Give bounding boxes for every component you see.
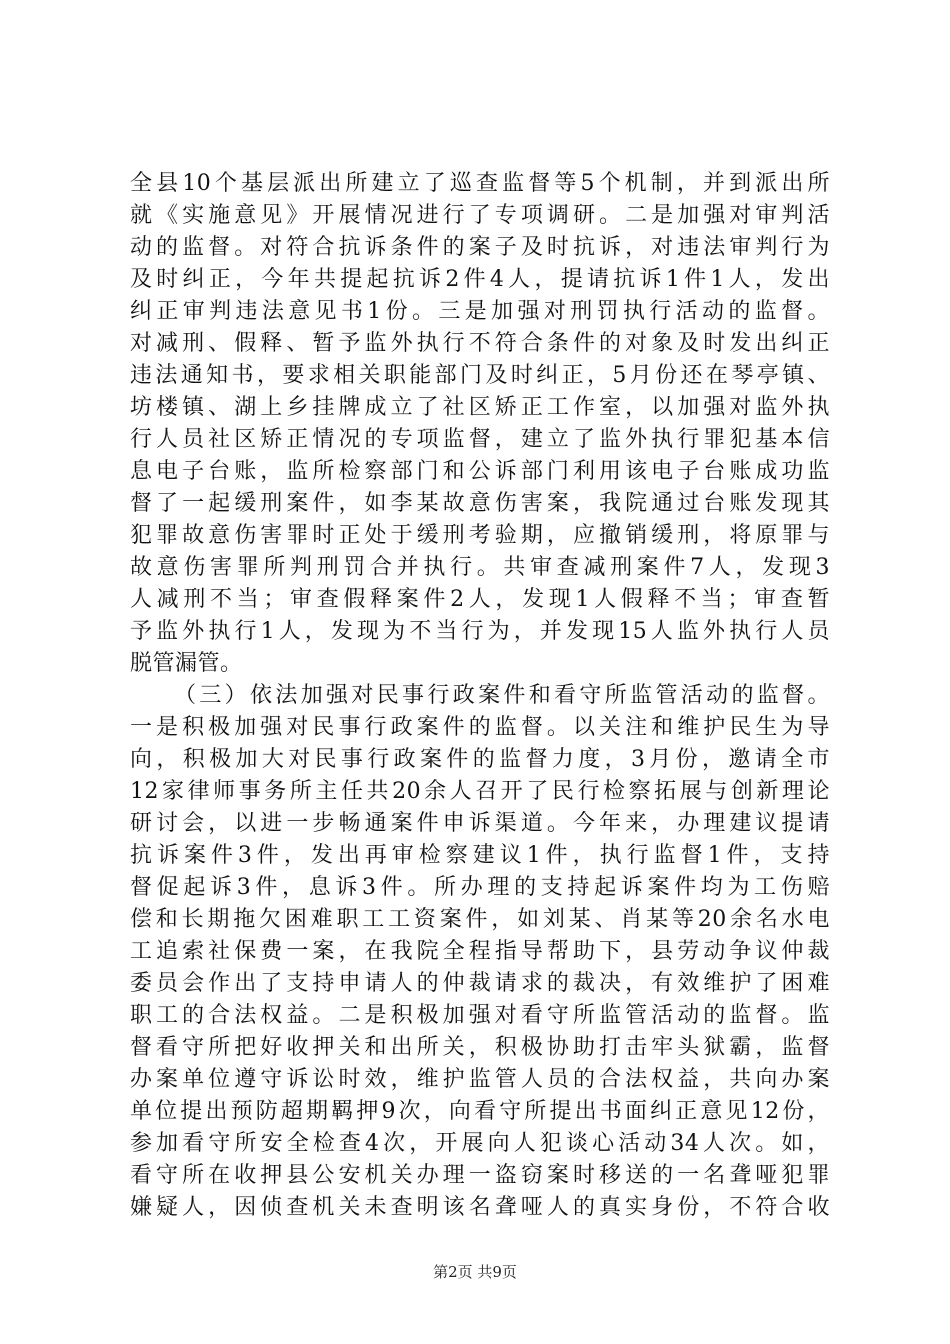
section-heading-line: （三）依法加强对民事行政案件和看守所监管活动的监督。 xyxy=(174,683,830,708)
text-line: 故意伤害罪所判刑罚合并执行。共审查减刑案件7人，发现3 xyxy=(130,555,830,580)
text-line: 一是积极加强对民事行政案件的监督。以关注和维护民生为导 xyxy=(130,715,830,740)
text-line: 予监外执行1人，发现为不当行为，并发现15人监外执行人员 xyxy=(130,619,830,644)
text-line: 督看守所把好收押关和出所关，积极协助打击牢头狱霸，监督 xyxy=(130,1035,830,1060)
text-line: 抗诉案件3件，发出再审检察建议1件，执行监督1件，支持 xyxy=(130,843,830,868)
text-line: 就《实施意见》开展情况进行了专项调研。二是加强对审判活 xyxy=(130,203,830,228)
text-line: 及时纠正，今年共提起抗诉2件4人，提请抗诉1件1人，发出 xyxy=(130,267,830,292)
text-line: 12家律师事务所主任共20余人召开了民行检察拓展与创新理论 xyxy=(130,779,830,804)
text-line: 工追索社保费一案，在我院全程指导帮助下，县劳动争议仲裁 xyxy=(130,939,830,964)
text-line: 单位提出预防超期羁押9次，向看守所提出书面纠正意见12份， xyxy=(130,1099,830,1124)
text-line: 违法通知书，要求相关职能部门及时纠正，5月份还在琴亭镇、 xyxy=(130,363,830,388)
text-line: 纠正审判违法意见书1份。三是加强对刑罚执行活动的监督。 xyxy=(130,299,830,324)
text-line: 坊楼镇、湖上乡挂牌成立了社区矫正工作室，以加强对监外执 xyxy=(130,395,830,420)
text-line: 督了一起缓刑案件，如李某故意伤害案，我院通过台账发现其 xyxy=(130,491,830,516)
text-line: 犯罪故意伤害罪时正处于缓刑考验期，应撤销缓刑，将原罪与 xyxy=(130,523,830,548)
text-line: 看守所在收押县公安机关办理一盗窃案时移送的一名聋哑犯罪 xyxy=(130,1163,830,1188)
text-line: 全县10个基层派出所建立了巡查监督等5个机制，并到派出所 xyxy=(130,171,830,196)
text-line: 研讨会，以进一步畅通案件申诉渠道。今年来，办理建议提请 xyxy=(130,811,830,836)
text-line: 督促起诉3件，息诉3件。所办理的支持起诉案件均为工伤赔 xyxy=(130,875,830,900)
text-line: 向，积极加大对民事行政案件的监督力度，3月份，邀请全市 xyxy=(130,747,830,772)
text-line: 偿和长期拖欠困难职工工资案件，如刘某、肖某等20余名水电 xyxy=(130,907,830,932)
text-line: 动的监督。对符合抗诉条件的案子及时抗诉，对违法审判行为 xyxy=(130,235,830,260)
text-line: 职工的合法权益。二是积极加强对看守所监管活动的监督。监 xyxy=(130,1003,830,1028)
text-line: 办案单位遵守诉讼时效，维护监管人员的合法权益，共向办案 xyxy=(130,1067,830,1092)
text-line: 参加看守所安全检查4次，开展向人犯谈心活动34人次。如， xyxy=(130,1131,830,1156)
page-number-footer: 第2页 共9页 xyxy=(433,1263,517,1281)
text-line: 息电子台账，监所检察部门和公诉部门利用该电子台账成功监 xyxy=(130,459,830,484)
text-line: 委员会作出了支持申请人的仲裁请求的裁决，有效维护了困难 xyxy=(130,971,830,996)
text-line: 嫌疑人，因侦查机关未查明该名聋哑人的真实身份，不符合收 xyxy=(130,1195,830,1220)
text-line: 行人员社区矫正情况的专项监督，建立了监外执行罪犯基本信 xyxy=(130,427,830,452)
text-line: 对减刑、假释、暂予监外执行不符合条件的对象及时发出纠正 xyxy=(130,331,830,356)
body-text xyxy=(130,168,830,1224)
text-line: 脱管漏管。 xyxy=(130,651,243,676)
text-line: 人减刑不当；审查假释案件2人，发现1人假释不当；审查暂 xyxy=(130,587,830,612)
